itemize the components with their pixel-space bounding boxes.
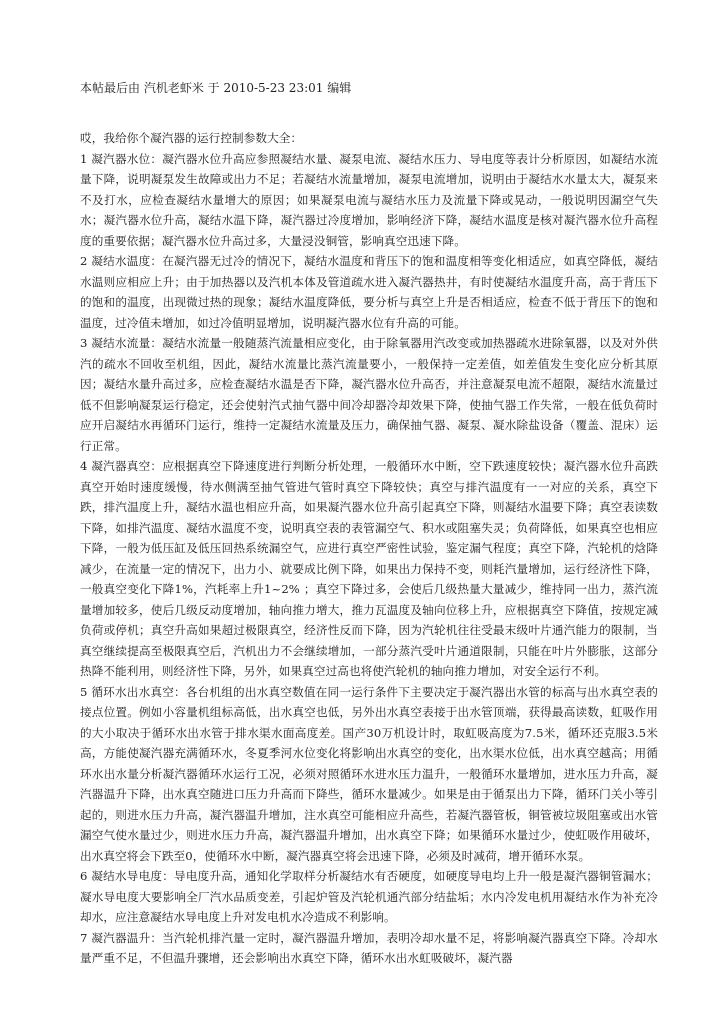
post-content <box>80 128 658 969</box>
intro-line: 哎，我给你个凝汽器的运行控制参数大全： <box>80 131 303 145</box>
paragraph-condenser-vacuum: 4 凝汽器真空：应根据真空下降速度进行判断分析处理，一般循环水中断，空下跌速度较快；凝汽器水位升高跌真空开始时速度缓慢，待水侧满至抽气管进气管时真空下降较快；真空与排汽温度有一一对应的关系，真空下跌，排汽温度上升，凝结水温也相应升高，如果凝汽器水位升高引起真空下降，则凝结水温要下降；真空表读数下降，如排汽温度、凝结水温度不变，说明真空表的表管漏空气、积水或阻塞失灵；负荷降低，如果真空也相应下降，一般为低压缸及低压回热系统漏空气，应进行真空严密性试验，鉴定漏气程度；真空下降，汽轮机的焓降减少，在流量一定的情况下，出力小、就要成比例下降，如果出力保持不变，则耗汽量增加，运行经济性下降，一般真空变化下降1%，汽耗率上升1~2% ；真空下降过多，会使后几级热量大量减少，维持同一出力，蒸汽流量增加较多，使后几级反动度增加，轴向推力增大，推力瓦温度及轴向位移上升，应根据真空下降值，按规定减负荷或停机；真空升高如果超过极限真空，经济性反而下降，因为汽轮机往往受最末级叶片通汽能力的限制，当真空继续提高至极限真空后，汽机出力不会继续增加，一部分蒸汽受叶片通道限制，只能在叶片外膨胀，这部分热降不能利用，则经济性下降，另外，如果真空过高也将使汽轮机的轴向推力增加，对安全运行不利。 <box>80 459 658 678</box>
paragraph-condenser-level: 1 凝汽器水位：凝汽器水位升高应参照凝结水量、凝泵电流、凝结水压力、导电度等表计分析原因，如凝结水流量下降，说明凝泵发生故障或出力不足；若凝结水流量增加，凝泵电流增加，说明由于凝结水水量太大，凝泵来不及打水，应检查凝结水量增大的原因；如果凝泵电流与凝结水压力及流量下降或晃动，一般说明因漏空气失水；凝汽器水位升高，凝结水温下降，凝汽器过冷度增加，影响经济下降，凝结水温度是核对凝汽器水位升高程度的重要依据；凝汽器水位升高过多，大量浸没铜管，影响真空迅速下降。 <box>80 151 658 248</box>
paragraph-circulating-water-vacuum: 5 循环水出水真空：各台机组的出水真空数值在同一运行条件下主要决定于凝汽器出水管的标高与出水真空表的接点位置。例如小容量机组标高低，出水真空也低，另外出水真空表接于出水管顶端，获得最高读数，虹吸作用的大小取决于循环水出水管于排水渠水面高度差。国产30万机设计时，取虹吸高度为7.5米，循环还克服3.5米高，方能使凝汽器充满循环水，冬夏季河水位变化将影响出水真空的变化，出水渠水位低，出水真空越高；用循环水出水量分析凝汽器循环水运行工况，必须对照循环水进水压力温升，一般循环水量增加，进水压力升高，凝汽器温升下降，出水真空随进口压力升高而下降些，循环水量减少。如果是由于循泵出力下降，循环门关小等引起的，则进水压力升高，凝汽器温升增加，注水真空可能相应升高些，若凝汽器管板，铜管被垃圾阻塞或出水管漏空气使水量过少，则进水压力升高，凝汽器温升增加，出水真空下降；如果循环水量过少，使虹吸作用破坏，出水真空将会下跌至0，使循环水中断，凝汽器真空将会迅速下降，必须及时减荷，增开循环水泵。 <box>80 684 658 863</box>
paragraph-condenser-temperature-rise: 7 凝汽器温升：当汽轮机排汽量一定时，凝汽器温升增加，表明冷却水量不足，将影响凝汽器真空下降。冷却水量严重不足，不但温升骤增，还会影响出水真空下降，循环水出水虹吸破坏，凝汽器 <box>80 930 658 965</box>
paragraph-condensate-temperature: 2 凝结水温度：在凝汽器无过冷的情况下，凝结水温度和背压下的饱和温度相等变化相适应，如真空降低，凝结水温则应相应上升；由于加热器以及汽机本体及管道疏水进入凝汽器热井，有时使凝结水温度升高，高于背压下的饱和的温度，出现微过热的现象；凝结水温度降低，要分析与真空上升是否相适应，检查不低于背压下的饱和温度，过冷值未增加，如过冷值明显增加，说明凝汽器水位有升高的可能。 <box>80 254 658 330</box>
paragraph-condensate-flow: 3 凝结水流量：凝结水流量一般随蒸汽流量相应变化，由于除氧器用汽改变或加热器疏水进除氧器，以及对外供汽的疏水不回收至机组，因此，凝结水流量比蒸汽流量要小，一般保持一定差值，如差值发生变化应分析其原因；凝结水量升高过多，应检查凝结水温是否下降，凝汽器水位升高否，并注意凝泵电流不超限，凝结水流量过低不但影响凝泵运行稳定，还会使射汽式抽气器中间冷却器冷却效果下降，使抽气器工作失常，一般在低负荷时应开启凝结水再循环门运行，维持一定凝结水流量及压力，确保抽气器、凝泵、凝水除盐设备（覆盖、混床）运行正常。 <box>80 336 658 453</box>
paragraph-condensate-conductivity: 6 凝结水导电度：导电度升高，通知化学取样分析凝结水有否硬度，如硬度导电均上升一般是凝汽器铜管漏水；凝水导电度大要影响全厂汽水品质变差，引起炉管及汽轮机通汽部分结盐垢；水内冷发电机用凝结水作为补充冷却水，应注意凝结水导电度上升对发电机水冷造成不利影响。 <box>80 869 658 924</box>
edit-note: 本帖最后由 汽机老虾米 于 2010-5-23 23:01 编辑 <box>80 81 352 95</box>
